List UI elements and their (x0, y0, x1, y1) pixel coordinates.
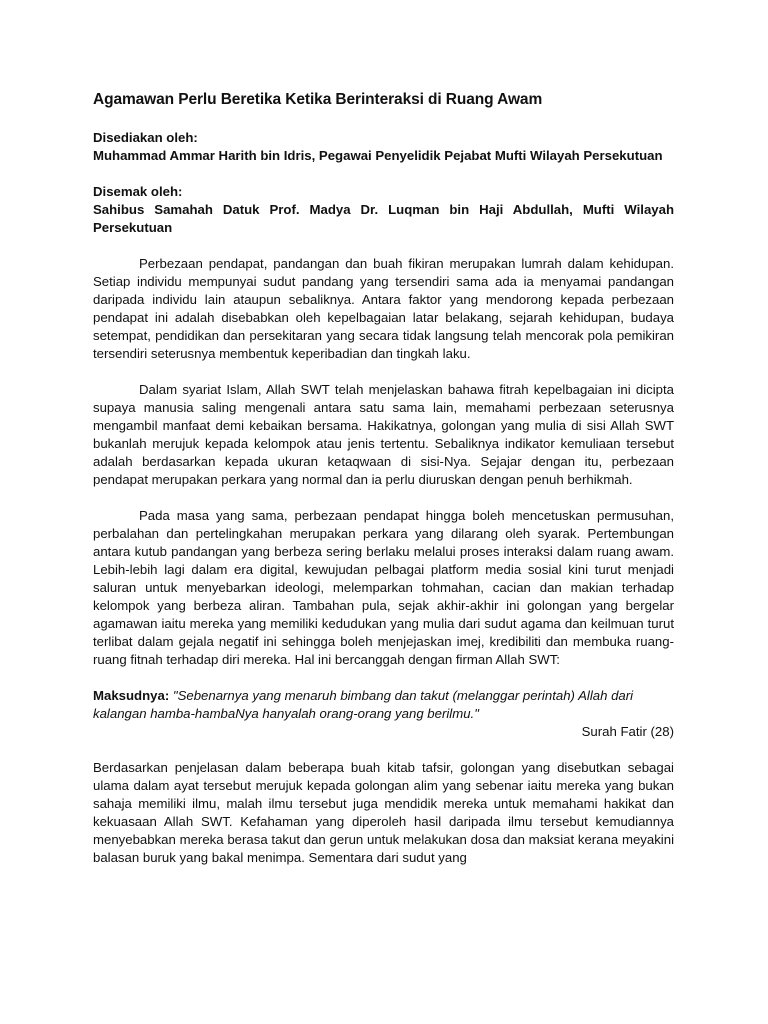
reviewed-by-label: Disemak oleh: (93, 184, 183, 199)
quote-citation: Surah Fatir (28) (581, 724, 674, 739)
paragraph-1: Perbezaan pendapat, pandangan dan buah fikiran merupakan lumrah dalam kehidupan. Setiap individu mempunyai sudut pandang yang tersendiri sama ada ia menyamai pandangan daripada individu lain ataupun sebaliknya. Antara faktor yang mendorong kepada perbezaan pendapat ini adalah disebabkan oleh kepelbagaian latar belakang, sejarah kehidupan, budaya setempat, pendidikan dan persekitaran yang secara tidak langsung telah mencorak pola pemikiran tersendiri seterusnya membentuk keperibadian dan tingkah laku. (93, 256, 674, 361)
quote-label: Maksudnya: (93, 688, 170, 703)
prepared-by-name: Muhammad Ammar Harith bin Idris, Pegawai Penyelidik Pejabat Mufti Wilayah Persekutuan (93, 148, 663, 163)
quote-text: "Sebenarnya yang menaruh bimbang dan takut (melanggar perintah) Allah dari kalangan hamba-hambaNya hanyalah orang-orang yang berilmu." (93, 688, 634, 721)
prepared-by-label: Disediakan oleh: (93, 130, 198, 145)
paragraph-2: Dalam syariat Islam, Allah SWT telah menjelaskan bahawa fitrah kepelbagaian ini dicipta supaya manusia saling mengenali antara satu sama lain, memahami perbezaan seterusnya mengambil manfaat demi kebaikan bersama. Hakikatnya, golongan yang mulia di sisi Allah SWT bukanlah merujuk kepada kelompok atau jenis tertentu. Sebaliknya indikator kemuliaan tersebut adalah berdasarkan kepada ukuran ketaqwaan di sisi-Nya. Sejajar dengan itu, perbezaan pendapat merupakan perkara yang normal dan ia perlu diuruskan dengan penuh berhikmah. (93, 382, 674, 487)
document-title: Agamawan Perlu Beretika Ketika Berinteraksi di Ruang Awam (93, 91, 543, 108)
reviewed-by-name: Sahibus Samahah Datuk Prof. Madya Dr. Luqman bin Haji Abdullah, Mufti Wilayah Persekutuan (93, 202, 674, 235)
paragraph-4: Berdasarkan penjelasan dalam beberapa buah kitab tafsir, golongan yang disebutkan sebagai ulama dalam ayat tersebut merujuk kepada golongan alim yang sebenar iaitu mereka yang bukan sahaja memiliki ilmu, malah ilmu tersebut juga mendidik mereka untuk memahami hakikat dan kekuasaan Allah SWT. Kefahaman yang diperoleh hasil daripada ilmu tersebut kemudiannya menyebabkan mereka berasa takut dan gerun untuk melakukan dosa dan maksiat kerana meyakini balasan buruk yang bakal menimpa. Sementara dari sudut yang (93, 760, 674, 865)
paragraph-3: Pada masa yang sama, perbezaan pendapat hingga boleh mencetuskan permusuhan, perbalahan dan pertelingkahan merupakan perkara yang dilarang oleh syarak. Pertembungan antara kutub pandangan yang berbeza sering berlaku melalui proses interaksi dalam ruang awam. Lebih-lebih lagi dalam era digital, kewujudan pelbagai platform media sosial kini turut menjadi saluran untuk menyebarkan ideologi, melemparkan tohmahan, cacian dan makian terhadap kelompok yang berbeza aliran. Tambahan pula, sejak akhir-akhir ini golongan yang bergelar agamawan iaitu mereka yang memiliki kedudukan yang mulia dari sudut agama dan keilmuan turut terlibat dalam gejala negatif ini sehingga boleh menjejaskan imej, kredibiliti dan membuka ruang-ruang fitnah terhadap diri mereka. Hal ini bercanggah dengan firman Allah SWT: (93, 508, 674, 667)
quote-block (93, 687, 674, 723)
